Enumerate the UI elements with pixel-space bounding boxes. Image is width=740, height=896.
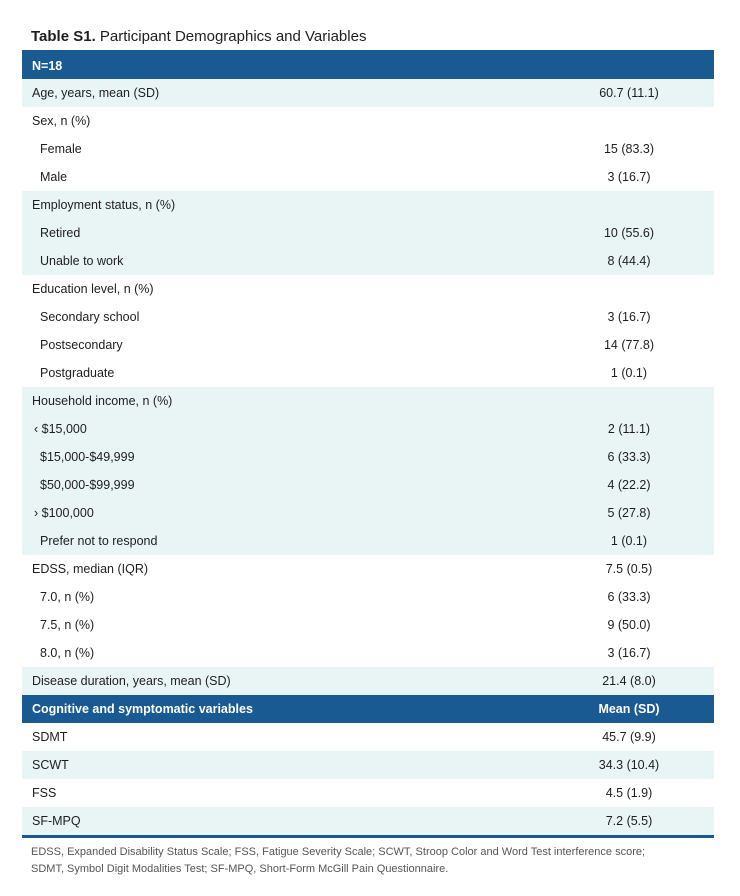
table-row xyxy=(22,527,714,555)
table-row xyxy=(22,639,714,667)
row-value: 21.4 (8.0) xyxy=(602,674,656,688)
row-label: $15,000-$49,999 xyxy=(40,450,135,464)
table-row xyxy=(22,359,714,387)
row-value: 5 (27.8) xyxy=(607,506,651,520)
table-row xyxy=(22,807,714,835)
row-label: Postsecondary xyxy=(40,338,123,352)
row-label: 7.0, n (%) xyxy=(40,590,95,604)
row-label: SF-MPQ xyxy=(32,814,81,828)
footnote-line-2: SDMT, Symbol Digit Modalities Test; SF-MPQ, Short-Form McGill Pain Questionnaire. xyxy=(31,863,449,875)
table-bottom-rule xyxy=(22,835,714,838)
demographics-rows xyxy=(22,79,714,695)
row-value: 3 (16.7) xyxy=(607,170,651,184)
table-row xyxy=(22,163,714,191)
row-value: 4.5 (1.9) xyxy=(605,786,653,800)
row-label: Age, years, mean (SD) xyxy=(32,86,160,100)
table-row xyxy=(22,107,714,135)
row-value: 6 (33.3) xyxy=(607,450,651,464)
row-label: Prefer not to respond xyxy=(40,534,158,548)
table-row xyxy=(22,779,714,807)
row-value: 7.2 (5.5) xyxy=(605,814,653,828)
table-row xyxy=(22,583,714,611)
row-value: 9 (50.0) xyxy=(607,618,651,632)
row-value: 34.3 (10.4) xyxy=(598,758,660,772)
row-label: ‹ $15,000 xyxy=(34,422,87,436)
demographics-table xyxy=(22,50,714,838)
table-title xyxy=(31,27,366,47)
table-row xyxy=(22,79,714,107)
row-label: Unable to work xyxy=(40,254,124,268)
row-value: 1 (0.1) xyxy=(610,366,648,380)
table-footnote xyxy=(31,844,711,878)
table-row xyxy=(22,387,714,415)
table-row xyxy=(22,443,714,471)
footnote-line-1: EDSS, Expanded Disability Status Scale; FSS, Fatigue Severity Scale; SCWT, Stroop Color and Word Test interference score; xyxy=(31,846,646,858)
row-label: Sex, n (%) xyxy=(32,114,91,128)
row-label: Female xyxy=(40,142,82,156)
row-label: Household income, n (%) xyxy=(32,394,173,408)
table-header-n xyxy=(22,50,714,79)
table-number: Table S1. xyxy=(31,28,96,45)
row-label: SCWT xyxy=(32,758,69,772)
row-value: 3 (16.7) xyxy=(607,310,651,324)
table-row xyxy=(22,331,714,359)
row-label: Disease duration, years, mean (SD) xyxy=(32,674,231,688)
row-value: 45.7 (9.9) xyxy=(602,730,656,744)
table-header-variables xyxy=(22,695,714,723)
header-variables-value: Mean (SD) xyxy=(598,702,660,716)
table-row xyxy=(22,247,714,275)
row-value: 3 (16.7) xyxy=(607,646,651,660)
row-label: Secondary school xyxy=(40,310,140,324)
table-row xyxy=(22,191,714,219)
row-label: EDSS, median (IQR) xyxy=(32,562,149,576)
row-label: $50,000-$99,999 xyxy=(40,478,135,492)
row-label: Postgraduate xyxy=(40,366,115,380)
row-value: 4 (22.2) xyxy=(607,478,651,492)
table-row xyxy=(22,303,714,331)
row-value: 60.7 (11.1) xyxy=(599,86,659,100)
row-label: SDMT xyxy=(32,730,68,744)
table-row xyxy=(22,499,714,527)
header-n-label: N=18 xyxy=(32,59,63,73)
table-caption: Participant Demographics and Variables xyxy=(95,28,367,45)
row-value: 2 (11.1) xyxy=(607,422,651,436)
table-row xyxy=(22,415,714,443)
row-value: 7.5 (0.5) xyxy=(605,562,653,576)
variables-rows xyxy=(22,723,714,835)
row-label: FSS xyxy=(32,786,57,800)
row-value: 8 (44.4) xyxy=(607,254,651,268)
row-label: Male xyxy=(40,170,68,184)
table-row xyxy=(22,219,714,247)
row-label: Retired xyxy=(40,226,81,240)
row-label: Education level, n (%) xyxy=(32,282,154,296)
row-label: 8.0, n (%) xyxy=(40,646,95,660)
row-label: 7.5, n (%) xyxy=(40,618,95,632)
row-value: 6 (33.3) xyxy=(607,590,651,604)
row-value: 1 (0.1) xyxy=(610,534,648,548)
row-value: 10 (55.6) xyxy=(603,226,655,240)
row-value: 15 (83.3) xyxy=(603,142,655,156)
row-label: Employment status, n (%) xyxy=(32,198,176,212)
table-row xyxy=(22,751,714,779)
table-row xyxy=(22,555,714,583)
table-row xyxy=(22,723,714,751)
table-row xyxy=(22,471,714,499)
table-row xyxy=(22,275,714,303)
table-row xyxy=(22,135,714,163)
table-row xyxy=(22,667,714,695)
header-variables-label: Cognitive and symptomatic variables xyxy=(32,702,253,716)
row-value: 14 (77.8) xyxy=(603,338,655,352)
table-row xyxy=(22,611,714,639)
row-label: › $100,000 xyxy=(34,506,94,520)
